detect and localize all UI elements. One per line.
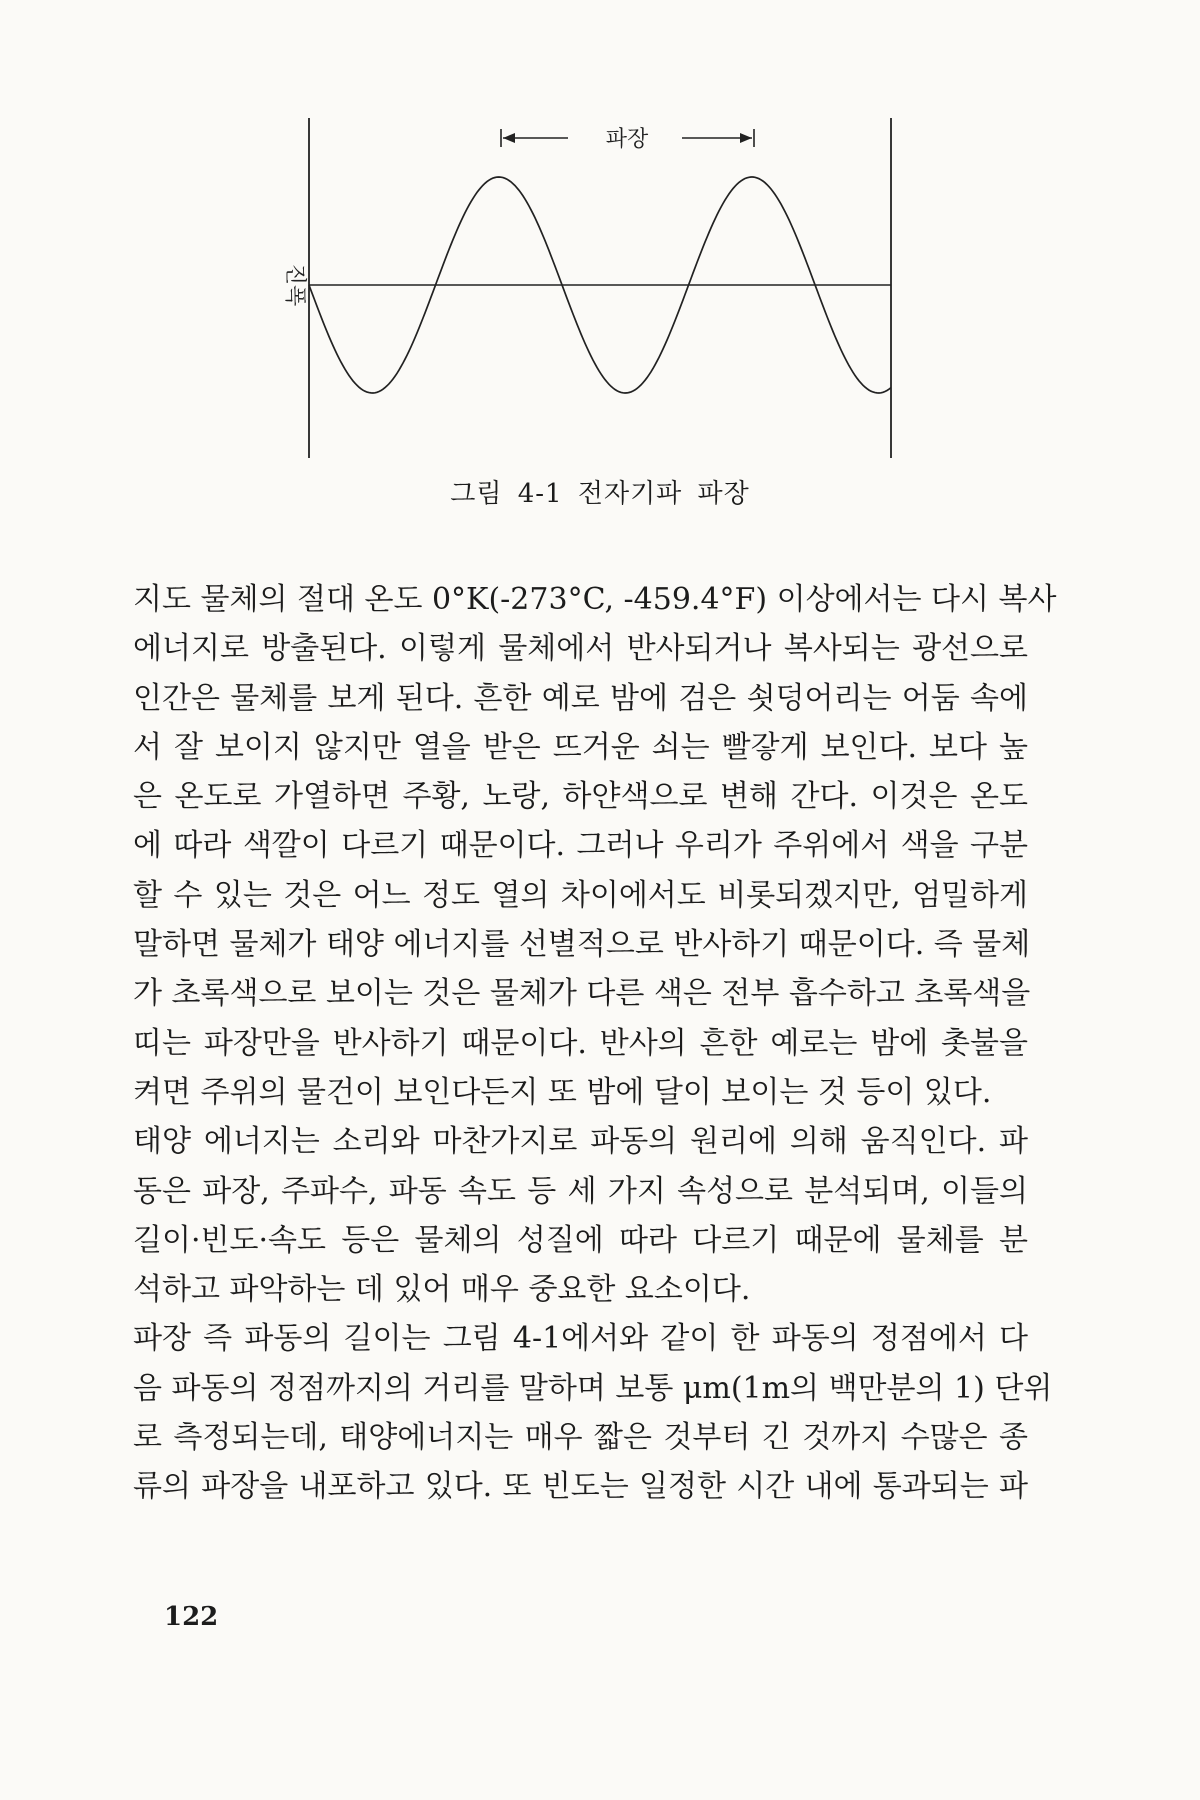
text-line: 할 수 있는 것은 어느 정도 열의 차이에서도 비롯되겠지만, 엄밀하게 [133, 877, 1028, 913]
text-line: 인간은 물체를 보게 된다. 흔한 예로 밤에 검은 쇳덩어리는 어둠 속에 [133, 680, 1028, 716]
text-line: 말하면 물체가 태양 에너지를 선별적으로 반사하기 때문이다. 즉 물체 [133, 927, 1031, 963]
wave-diagram [0, 0, 1200, 470]
arrowhead-left [503, 133, 515, 143]
text-line: 길이·빈도·속도 등은 물체의 성질에 따라 다르기 때문에 물체를 분 [133, 1222, 1028, 1258]
text-line: 동은 파장, 주파수, 파동 속도 등 세 가지 속성으로 분석되며, 이들의 [133, 1173, 1028, 1209]
figure-caption: 그림 4-1 전자기파 파장 [450, 479, 750, 509]
text-line: 로 측정되는데, 태양에너지는 매우 짧은 것부터 긴 것까지 수많은 종 [133, 1420, 1028, 1456]
text-line: 가 초록색으로 보이는 것은 물체가 다른 색은 전부 흡수하고 초록색을 [133, 976, 1031, 1012]
text-line: 서 잘 보이지 않지만 열을 받은 뜨거운 쇠는 빨갛게 보인다. 보다 높 [133, 729, 1028, 765]
wavelength-label: 파장 [605, 127, 649, 152]
text-line: 석하고 파악하는 데 있어 매우 중요한 요소이다. [133, 1272, 751, 1308]
amplitude-label: 진폭 [282, 263, 307, 307]
body-text [133, 575, 1057, 1512]
text-line: 음 파동의 정점까지의 거리를 말하며 보통 μm(1m의 백만분의 1) 단위 [133, 1370, 1053, 1406]
page-number: 122 [164, 1602, 219, 1632]
text-line: 태양 에너지는 소리와 마찬가지로 파동의 원리에 의해 움직인다. 파 [133, 1124, 1028, 1160]
text-line: 파장 즉 파동의 길이는 그림 4-1에서와 같이 한 파동의 정점에서 다 [133, 1321, 1028, 1357]
text-line: 켜면 주위의 물건이 보인다든지 또 밤에 달이 보이는 것 등이 있다. [133, 1074, 992, 1110]
text-line: 은 온도로 가열하면 주황, 노랑, 하얀색으로 변해 간다. 이것은 온도 [133, 779, 1028, 815]
text-line: 띠는 파장만을 반사하기 때문이다. 반사의 흔한 예로는 밤에 촛불을 [133, 1025, 1028, 1061]
text-line: 에 따라 색깔이 다르기 때문이다. 그러나 우리가 주위에서 색을 구분 [133, 828, 1028, 864]
text-line: 지도 물체의 절대 온도 0°K(-273°C, -459.4°F) 이상에서는 다시 복사 [133, 582, 1057, 617]
arrowhead-right [740, 133, 752, 143]
text-line: 에너지로 방출된다. 이렇게 물체에서 반사되거나 복사되는 광선으로 [133, 631, 1028, 667]
text-line: 류의 파장을 내포하고 있다. 또 빈도는 일정한 시간 내에 통과되는 파 [133, 1469, 1028, 1505]
